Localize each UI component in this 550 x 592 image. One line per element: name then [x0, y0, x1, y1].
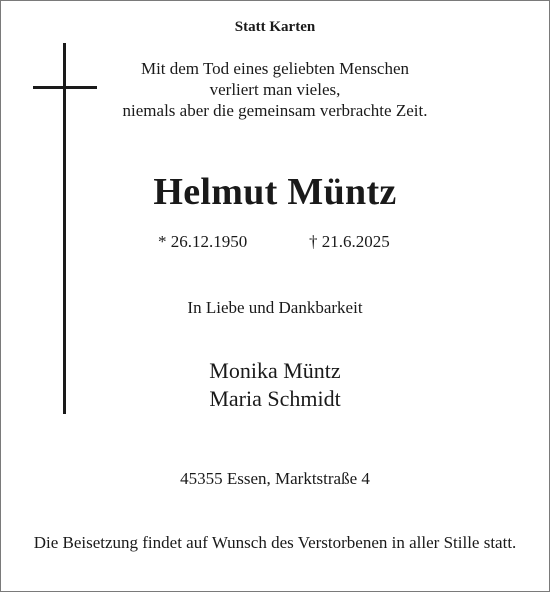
- dedication-text: In Liebe und Dankbarkeit: [187, 298, 363, 317]
- death-date: † 21.6.2025: [309, 232, 390, 251]
- notice-header: Statt Karten: [234, 19, 316, 35]
- family-address: 45355 Essen, Marktstraße 4: [180, 469, 370, 488]
- quote-line: Mit dem Tod eines geliebten Menschen: [140, 59, 410, 78]
- quote-line: niemals aber die gemeinsam verbrachte Zeit.: [122, 101, 428, 120]
- cross-horizontal-bar: [33, 86, 97, 89]
- birth-date: * 26.12.1950: [158, 232, 248, 251]
- deceased-name: Helmut Müntz: [153, 171, 397, 213]
- mourners-list: [0, 357, 550, 413]
- mourner-name: Maria Schmidt: [209, 386, 341, 411]
- mourner-name: Monika Müntz: [209, 358, 341, 383]
- memorial-quote: [0, 58, 550, 121]
- quote-line: verliert man vieles,: [209, 80, 341, 99]
- funeral-note: Die Beisetzung findet auf Wunsch des Verstorbenen in aller Stille statt.: [33, 533, 517, 552]
